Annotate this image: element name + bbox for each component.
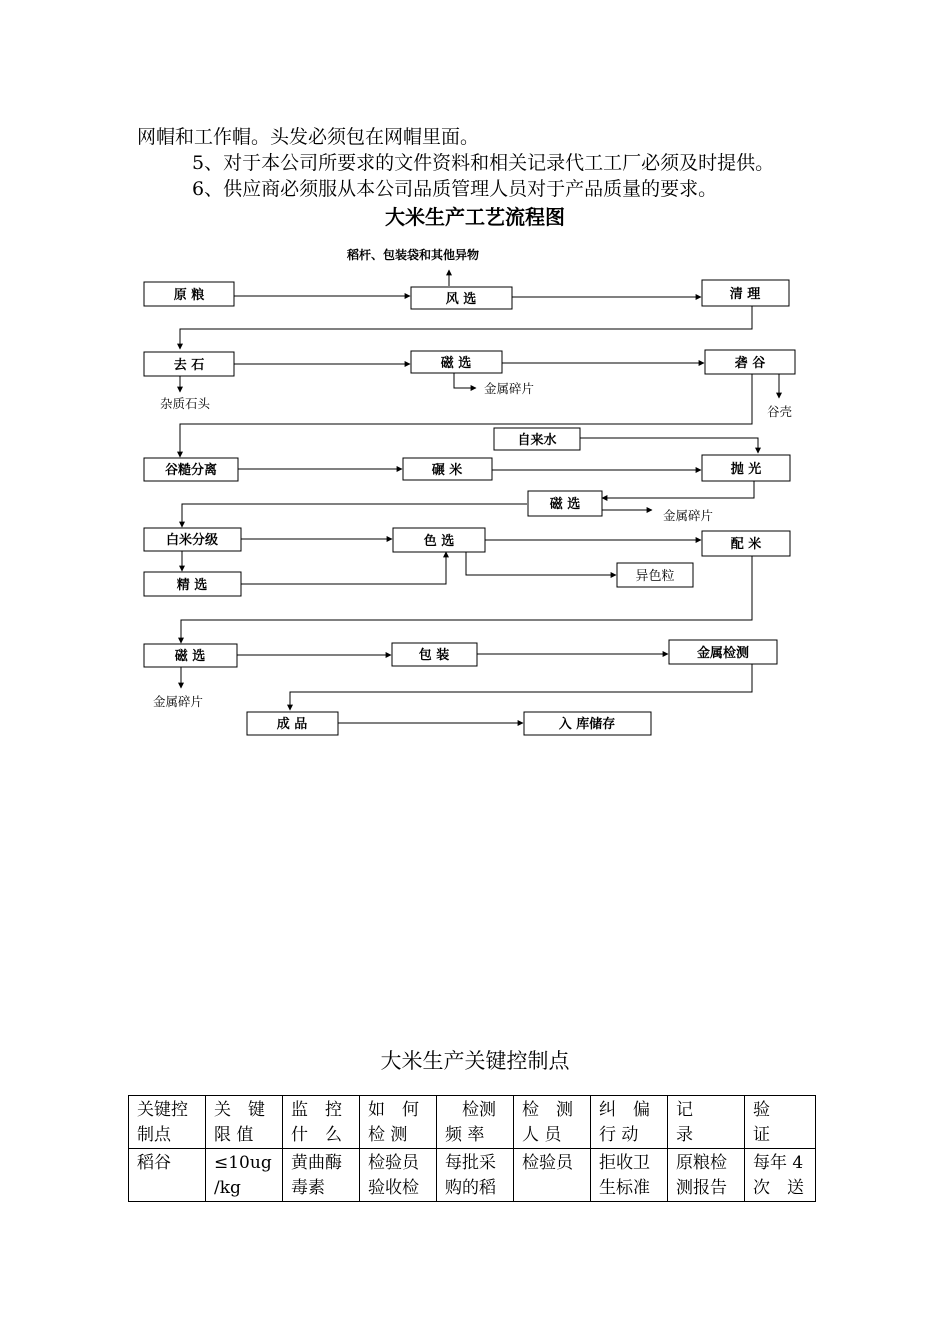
box-cixuan-1 <box>411 351 502 373</box>
header-cell: 关键控 制点 <box>129 1096 206 1149</box>
note-stone-waste: 杂质石头 <box>160 396 211 411</box>
arrow-jingxuan-sexuan <box>241 552 446 584</box>
note-metal-2: 金属碎片 <box>663 508 714 523</box>
box-gucaofenli <box>144 458 238 481</box>
ccp-title: 大米生产关键控制点 <box>380 1049 570 1073</box>
header-cell: 验 证 <box>745 1096 816 1149</box>
table-cell: 黄曲酶 毒素 <box>283 1149 360 1202</box>
table-cell: 检验员 <box>514 1149 591 1202</box>
table-row <box>129 1149 816 1202</box>
box-label: 配 米 <box>730 537 762 552</box>
ccp-table <box>128 1095 816 1202</box>
box-yiseli <box>617 563 693 587</box>
table-cell: 每年 4 次 送 <box>745 1149 816 1202</box>
box-label: 清 理 <box>729 287 761 302</box>
box-paoguang <box>702 455 790 481</box>
arrow-cixuan-metal <box>454 373 476 388</box>
table-cell: 拒收卫 生标准 <box>591 1149 668 1202</box>
box-label: 抛 光 <box>730 462 762 477</box>
arrow-longgu-gucaofenli <box>180 374 752 457</box>
header-cell: 记 录 <box>668 1096 745 1149</box>
box-peimi <box>702 531 790 556</box>
box-label: 色 选 <box>423 534 455 549</box>
header-cell: 检测 频 率 <box>437 1096 514 1149</box>
box-qingli <box>702 280 789 306</box>
box-baimifenji <box>144 528 241 551</box>
box-chengpin <box>247 712 338 735</box>
box-label: 砻 谷 <box>734 356 766 371</box>
flowchart-title: 大米生产工艺流程图 <box>385 205 565 229</box>
box-label: 精 选 <box>176 578 208 593</box>
table-cell: 每批采 购的稻 <box>437 1149 514 1202</box>
box-label: 磁 选 <box>549 497 581 512</box>
table-cell: 原粮检 测报告 <box>668 1149 745 1202</box>
table-cell: 检验员 验收检 <box>360 1149 437 1202</box>
box-sexuan <box>393 528 485 552</box>
box-zilaishui <box>494 428 580 450</box>
box-nianmi <box>403 458 492 480</box>
header-cell: 如 何 检 测 <box>360 1096 437 1149</box>
box-jingxuan <box>144 572 241 596</box>
header-cell: 纠 偏 行 动 <box>591 1096 668 1149</box>
box-cixuan-2 <box>528 491 602 516</box>
arrow-cixuan2-baimifenji <box>182 504 527 527</box>
box-longgu <box>705 350 795 374</box>
box-baozhuang <box>392 643 477 666</box>
box-label: 金属检测 <box>696 646 750 661</box>
box-label: 磁 选 <box>174 649 206 664</box>
paragraph-line-1: 网帽和工作帽。头发必须包在网帽里面。 <box>137 126 480 148</box>
table-cell: ≤10ug /kg <box>206 1149 283 1202</box>
box-label: 去 石 <box>173 358 205 373</box>
note-husk: 谷壳 <box>767 404 793 419</box>
box-label: 磁 选 <box>440 356 472 371</box>
box-label: 白米分级 <box>165 533 219 548</box>
box-label: 谷糙分离 <box>164 463 218 478</box>
box-rukuchucun <box>524 712 651 735</box>
note-top-waste: 稻杆、包装袋和其他异物 <box>347 248 480 262</box>
box-label: 入 库储存 <box>558 717 616 732</box>
header-cell: 监 控 什 么 <box>283 1096 360 1149</box>
box-qushi <box>144 352 234 376</box>
box-fengxuan <box>411 287 512 309</box>
note-metal-1: 金属碎片 <box>484 381 535 396</box>
paragraph-item-6: 6、供应商必须服从本公司品质管理人员对于产品质量的要求。 <box>192 178 718 200</box>
box-label: 原 粮 <box>173 288 205 303</box>
box-label: 碾 米 <box>431 463 463 478</box>
table-cell: 稻谷 <box>129 1149 206 1202</box>
box-label: 异色粒 <box>635 569 675 584</box>
arrow-sexuan-yiseli <box>466 552 616 575</box>
header-cell: 检 测 人 员 <box>514 1096 591 1149</box>
box-label: 包 装 <box>418 648 450 663</box>
box-label: 自来水 <box>517 433 557 448</box>
header-cell: 关 键 限 值 <box>206 1096 283 1149</box>
paragraph-item-5: 5、对于本公司所要求的文件资料和相关记录代工工厂必须及时提供。 <box>192 152 775 174</box>
box-jinshujiance <box>669 640 777 664</box>
note-metal-3: 金属碎片 <box>153 694 204 709</box>
box-label: 成 品 <box>276 717 308 732</box>
box-label: 风 选 <box>445 292 477 307</box>
box-cixuan-3 <box>144 644 237 667</box>
arrow-paoguang-cixuan2 <box>602 481 754 498</box>
arrow-jinshujiance-chengpin <box>290 664 752 710</box>
table-header-row <box>129 1096 816 1149</box>
arrow-qingli-qushi <box>180 306 752 349</box>
arrow-zilaishui-paoguang <box>580 438 758 453</box>
box-yuanliang <box>144 282 234 306</box>
